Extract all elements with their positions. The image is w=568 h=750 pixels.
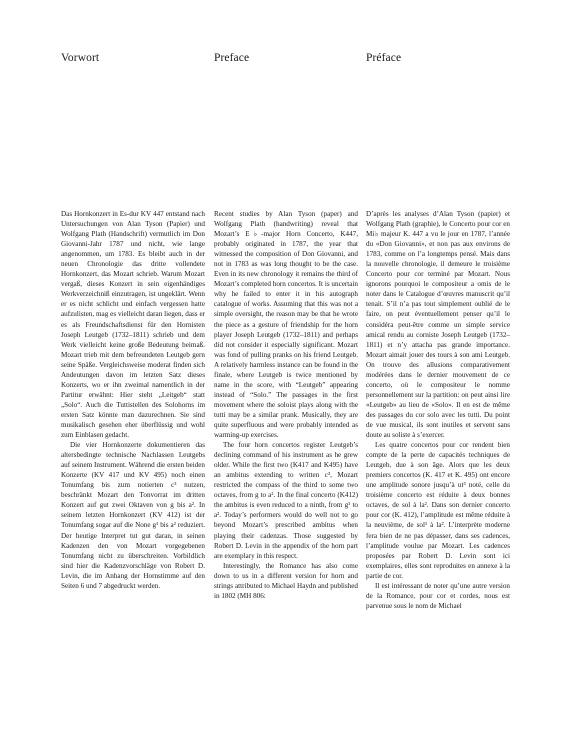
french-text-column <box>366 209 510 611</box>
paragraph: D’après les analyses d’Alan Tyson (papier) et Wolfgang Plath (graphie), le Concerto pour cor en Mi♭ majeur K. 447 a vu le jour en 1787, l’année du «Don Giovanni», et non pas aux environs de 1783, comme on l’a longtemps pensé. Mais dans la nouvelle chronologie, il demeure le troisième Concerto pour cor terminé par Mozart. Nous ignorons pourquoi le compositeur a omis de le noter dans le Catalogue d’œuvres manuscrit qu’il tenait. S’il n’a pas tout simplement oublié de le faire, on peut éventuellement penser qu’il le considéra peut-être comme un simple service amical rendu au corniste Joseph Leutgeb (1732–1811) et n’y attacha pas grande importance. Mozart aimait jouer des tours à son ami Leutgeb. On trouve des allusions comparativement modérées dans le dernier mouvement de ce concerto, où le compositeur le nomme personnellement sur la partition: on peut ainsi lire «Leutgeb» au lieu de «Solo». Il en est de même des passages du cor solo avec les tutti. Du point de vue musical, ils sont inutiles et servent sans doute au soliste à s’exercer. <box>366 210 510 440</box>
paragraph: Die vier Hornkonzerte dokumentieren das altersbedingte technische Nachlassen Leutgebs auf seinem Instrument. Während die ersten beiden Konzerte (KV 417 und KV 495) noch einen Tonumfang bis zum notierten c³ nutzen, beschränkt Mozart den Tonvorrat im dritten Konzert auf gut zwei Oktaven von g bis a². In seinem letzten Hornkonzert (KV 412) ist der Tonumfang sogar auf die None g¹ bis a² reduziert. Der heutige Interpret tut gut daran, in seinen Kadenzen den von Mozart vorgegebenen Tonumfang nicht zu überschreiten. Vorbildlich sind hier die Kadenzvorschläge von Robert D. Levin, die im Anhang der Hornstimme auf den Seiten 6 und 7 abgedruckt werden. <box>61 441 205 590</box>
heading-preface-fr: Préface <box>366 52 402 64</box>
paragraph: Il est intéressant de noter qu’une autre version de la Romance, pour cor et cordes, nous est parvenue sous le nom de Michael <box>366 581 510 610</box>
heading-vorwort: Vorwort <box>61 52 100 64</box>
paragraph: Interestingly, the Romance has also come down to us in a different version for horn and strings attributed to Michael Haydn and published in 1802 (MH 806: <box>214 561 358 600</box>
german-text-column <box>61 209 205 591</box>
paragraph: The four horn concertos register Leutgeb’s declining command of his instrument as he grew older. While the first two (K417 and K495) have an ambitus extending to written c³, Mozart restricted the compass of the third to some two octaves, from g to a². In the final concerto (K412) the ambitus is even reduced to a ninth, from g¹ to a². Today’s performers would do well not to go beyond Mozart’s prescribed ambitus when playing their cadenzas. Those suggested by Robert D. Levin in the appendix of the horn part are exemplary in this respect. <box>214 441 358 560</box>
paragraph: Das Hornkonzert in Es-dur KV 447 entstand nach Untersuchungen von Alan Tyson (Papier) und Wolfgang Plath (Handschrift) vermutlich im Don Giovanni-Jahr 1787 und nicht, wie lange angenommen, um 1783. Es bleibt auch in der neuen Chronologie das dritte vollendete Hornkonzert, das Mozart schrieb. Warum Mozart vergaß, dieses Konzert in sein eigenhändiges Werkverzeichniß einzutragen, ist ungeklärt. Wenn er es nicht schlicht und einfach vergessen hatte aufzulisten, mag es vielleicht daran liegen, dass er es als Freundschaftsdienst für den Hornisten Joseph Leutgeb (1732–1811) schrieb und dem Werk vielleicht keine große Bedeutung beimaß. Mozart trieb mit dem befreundeten Leutgeb gern seine Späße. Vergleichsweise moderat finden sich Andeutungen davon im letzten Satz dieses Konzerts, wo er ihn zweimal namentlich in der Partitur erwähnt: Hier steht „Leitgeb“ statt „Solo“. Auch die Tuttistellen des Solohorns im ersten Satz könnte man dazurechnen. Sie sind musikalisch gesehen eher überflüssig und wohl zum Einblasen gedacht. <box>61 210 205 440</box>
paragraph: Les quatre concertos pour cor rendent bien compte de la perte de capacités techniques de Leutgeb, due à son âge. Alors que les deux premiers concertos (K. 417 et K. 495) ont encore une amplitude sonore jusqu’à ut³ noté, celle du troisième concerto est réduite à deux bonnes octaves, de sol à la². Dans son dernier concerto pour cor (K. 412), l’amplitude est même réduite à la neuvième, de sol¹ à la². L’interprète moderne fera bien de ne pas dépasser, dans ses cadences, l’amplitude voulue par Mozart. Les cadences proposées par Robert D. Levin sont ici exemplaires, elles sont reproduites en annexe à la partie de cor. <box>366 441 510 580</box>
english-text-column <box>214 209 358 601</box>
paragraph: Recent studies by Alan Tyson (paper) and Wolfgang Plath (handwriting) reveal that Mozart’s E♭-major Horn Concerto, K447, probably originated in 1787, the year that witnessed the composition of Don Giovanni, and not in 1783 as was long thought to be the case. Even in its new chronology it remains the third of Mozart’s completed horn concertos. It is uncertain why he failed to enter it in his autograph catalogue of works. Assuming that this was not a simple oversight, the reason may be that he wrote the piece as a gesture of friendship for the horn player Joseph Leutgeb (1732–1811) and perhaps did not consider it especially significant. Mozart was fond of pulling pranks on his friend Leutgeb. A relatively harmless instance can be found in the finale, where Leutgeb is twice mentioned by name in the score, with “Leutgeb” appearing instead of “Solo.” The passages in the first movement where the soloist plays along with the tutti may be a similar prank. Musically, they are quite superfluous and were probably intended as warming-up exercises. <box>214 210 358 440</box>
heading-preface-en: Preface <box>214 52 250 64</box>
